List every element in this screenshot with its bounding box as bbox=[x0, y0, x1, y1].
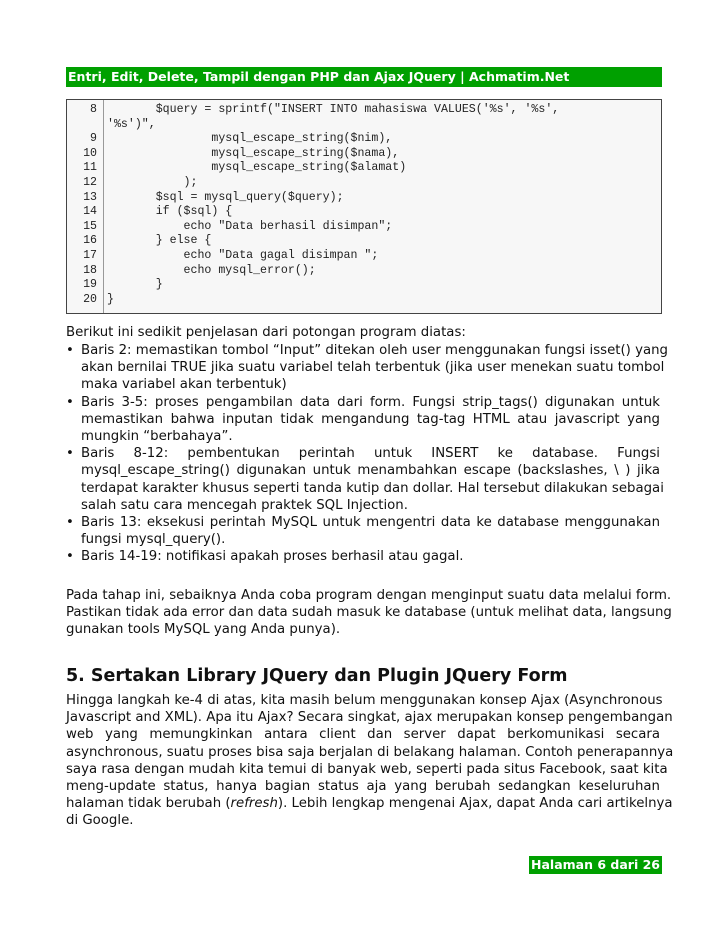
code-line-number: 20 bbox=[83, 292, 97, 306]
bullet-text-line: Baris 14-19: notifikasi apakah proses berhasil atau gagal. bbox=[81, 549, 464, 565]
bullet-dot-icon: • bbox=[66, 515, 74, 530]
code-line-number: 9 bbox=[90, 132, 97, 146]
bullet-text-line: maka variabel akan terbentuk) bbox=[81, 377, 287, 393]
paragraph-test-instructions bbox=[66, 587, 672, 639]
bullet-text-line: Baris 8-12: pembentukan perintah untuk INSERT ke database. Fungsi bbox=[81, 446, 660, 462]
paragraph-line: Hingga langkah ke-4 di atas, kita masih belum menggunakan konsep Ajax (Asynchronous bbox=[66, 693, 663, 708]
paragraph-line: asynchronous, suatu proses bisa saja berjalan di belakang halaman. Contoh penerapannya bbox=[66, 744, 674, 760]
code-line-text: } bbox=[107, 278, 163, 292]
bullet-text-line: terdapat karakter khusus seperti tanda kutip dan dollar. Hal tersebut dilakukan sebagai bbox=[81, 480, 664, 496]
document-header-bar bbox=[66, 67, 662, 87]
bullet-text-line: Baris 3-5: proses pengambilan data dari form. Fungsi strip_tags() digunakan untuk bbox=[81, 394, 660, 410]
bullet-text-line: akan bernilai TRUE jika suatu variabel telah terbentuk (jika user menekan suatu tombol bbox=[81, 360, 665, 376]
bullet-text-line: mysql_escape_string() digunakan untuk menambahkan escape (backslashes, \ ) jika bbox=[81, 463, 660, 479]
section-heading: 5. Sertakan Library JQuery dan Plugin JQuery Form bbox=[66, 666, 568, 686]
bullet-text-line: memastikan bahwa inputan tidak mengandung tag-tag HTML atau javascript yang bbox=[81, 411, 660, 427]
paragraph-line: Pada tahap ini, sebaiknya Anda coba program dengan menginput suatu data melalui form. bbox=[66, 588, 672, 603]
code-line-number: 18 bbox=[83, 263, 97, 277]
code-gutter-divider bbox=[103, 100, 104, 313]
code-line-text: } bbox=[107, 292, 114, 306]
page-number-label: Halaman 6 dari 26 bbox=[531, 857, 660, 872]
code-line-number: 15 bbox=[83, 219, 97, 233]
bullet-text bbox=[81, 445, 664, 514]
paragraph-line: gunakan tools MySQL yang Anda punya). bbox=[66, 622, 341, 638]
bullet-dot-icon: • bbox=[66, 549, 74, 565]
code-line-text: mysql_escape_string($nama), bbox=[107, 146, 400, 160]
code-line-text: echo "Data gagal disimpan "; bbox=[107, 249, 379, 262]
paragraph-line bbox=[66, 795, 673, 812]
paragraph-line: di Google. bbox=[66, 813, 134, 829]
code-line-number: 8 bbox=[90, 103, 97, 116]
bullet-text bbox=[81, 342, 668, 394]
code-line-text: '%s')", bbox=[107, 117, 156, 131]
bullet-dot-icon: • bbox=[66, 394, 74, 410]
bullet-dot-icon: • bbox=[66, 343, 74, 358]
paragraph-text-segment: halaman tidak berubah ( bbox=[66, 796, 231, 812]
code-listing bbox=[66, 99, 662, 314]
code-line-number: 19 bbox=[83, 278, 97, 292]
code-line-text: $sql = mysql_query($query); bbox=[107, 190, 344, 204]
bullet-text bbox=[81, 394, 660, 446]
code-line-text: mysql_escape_string($nim), bbox=[107, 132, 393, 146]
code-line-text: echo "Data berhasil disimpan"; bbox=[107, 219, 393, 233]
paragraph-line: saya rasa dengan mudah kita temui di banyak web, seperti pada situs Facebook, saat kita bbox=[66, 761, 668, 777]
code-line-text: if ($sql) { bbox=[107, 205, 233, 219]
bullet-text-line: Baris 13: eksekusi perintah MySQL untuk mengentri data ke database menggunakan bbox=[81, 515, 660, 530]
document-header-title: Entri, Edit, Delete, Tampil dengan PHP dan Ajax JQuery | Achmatim.Net bbox=[68, 69, 570, 84]
code-line-number: 10 bbox=[83, 146, 97, 160]
code-line-number: 11 bbox=[83, 161, 97, 175]
bullet-dot-icon: • bbox=[66, 446, 74, 462]
code-line-text: $query = sprintf("INSERT INTO mahasiswa VALUES('%s', '%s', bbox=[107, 103, 560, 116]
code-line-text: echo mysql_error(); bbox=[107, 263, 316, 277]
bullet-text bbox=[81, 548, 660, 565]
code-line-text: ); bbox=[107, 176, 198, 189]
code-line-number: 17 bbox=[83, 249, 97, 262]
bullet-text-line: fungsi mysql_query(). bbox=[81, 532, 226, 548]
code-line-text: } else { bbox=[107, 234, 212, 248]
emphasis-refresh: refresh bbox=[230, 796, 278, 812]
code-line-number: 14 bbox=[83, 205, 97, 219]
paragraph-line: Javascript and XML). Apa itu Ajax? Secara singkat, ajax merupakan konsep pengembangan bbox=[66, 710, 673, 726]
paragraph-ajax-explanation bbox=[66, 692, 674, 830]
paragraph-line: Pastikan tidak ada error dan data sudah masuk ke database (untuk melihat data, langsung bbox=[66, 605, 672, 621]
bullet-text-line: mungkin “berbahaya”. bbox=[81, 429, 233, 444]
intro-paragraph bbox=[66, 324, 660, 341]
paragraph-line: meng-update status, hanya bagian status aja yang berubah sedangkan keseluruhan bbox=[66, 779, 660, 795]
code-line-number: 16 bbox=[83, 234, 97, 248]
paragraph-text-segment: ). Lebih lengkap mengenai Ajax, dapat Anda cari artikelnya bbox=[277, 796, 673, 812]
bullet-text-line: salah satu cara mencegah praktek SQL Injection. bbox=[81, 497, 408, 513]
code-line-number: 12 bbox=[83, 176, 97, 189]
page-number-badge bbox=[529, 856, 662, 874]
code-line-text: mysql_escape_string($alamat) bbox=[107, 161, 407, 175]
intro-text: Berikut ini sedikit penjelasan dari potongan program diatas: bbox=[66, 325, 466, 340]
paragraph-line: web yang memungkinkan antara client dan server dapat berkomunikasi secara bbox=[66, 727, 660, 743]
bullet-text-line: Baris 2: memastikan tombol “Input” ditekan oleh user menggunakan fungsi isset() yang bbox=[81, 343, 668, 358]
bullet-text bbox=[81, 514, 660, 548]
code-line-number: 13 bbox=[83, 190, 97, 204]
